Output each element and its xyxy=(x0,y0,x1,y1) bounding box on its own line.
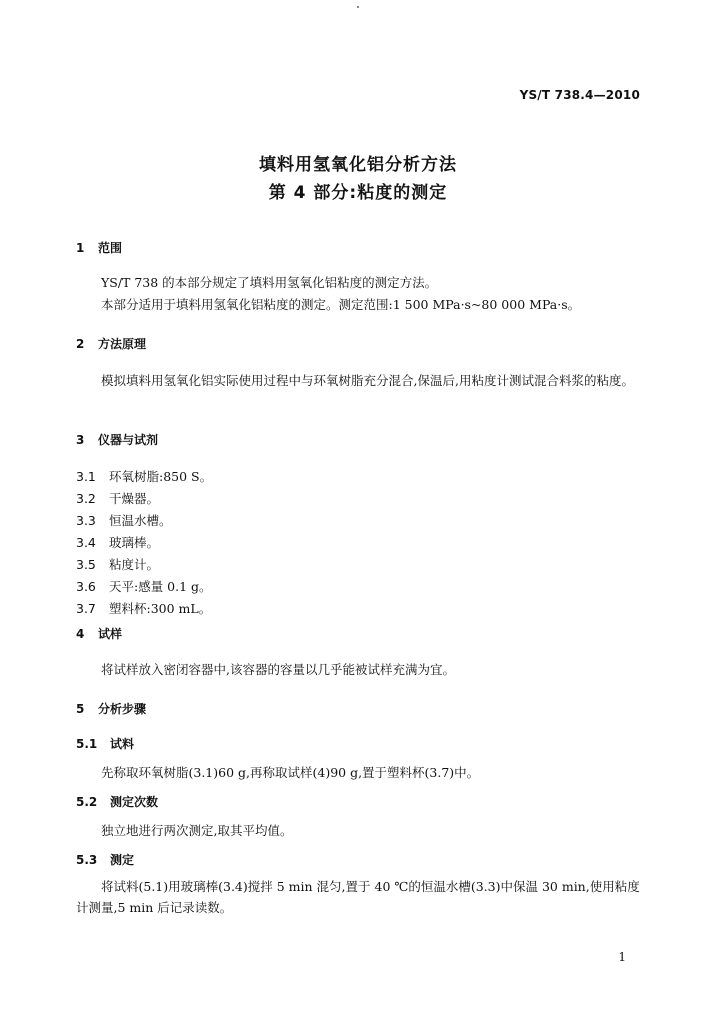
item-text: 天平:感量 0.1 g。 xyxy=(109,579,212,594)
item-number: 3.6 xyxy=(76,579,96,594)
item-text: 塑料杯:300 mL。 xyxy=(109,601,212,616)
section-heading-3 xyxy=(76,431,158,448)
list-item xyxy=(76,489,159,507)
section-heading-5 xyxy=(76,700,146,717)
section-number: 3 xyxy=(76,433,85,447)
list-item xyxy=(76,467,212,485)
page-number: 1 xyxy=(618,950,626,964)
section-title: 范围 xyxy=(98,241,123,255)
section-number: 5 xyxy=(76,702,85,716)
paragraph: 将试样放入密闭容器中,该容器的容量以几乎能被试样充满为宜。 xyxy=(101,662,455,677)
paragraph: 将试料(5.1)用玻璃棒(3.4)搅拌 5 min 混匀,置于 40 ℃的恒温水槽(3.3)中保温 30 min,使用粘度计测量,5 min 后记录读数。 xyxy=(76,879,640,915)
subsection-number: 5.1 xyxy=(76,737,98,751)
item-number: 3.1 xyxy=(76,469,96,484)
section-title: 分析步骤 xyxy=(98,702,147,716)
section-number: 4 xyxy=(76,627,85,641)
item-text: 环氧树脂:850 S。 xyxy=(109,469,213,484)
item-text: 恒温水槽。 xyxy=(109,513,172,528)
section-heading-4 xyxy=(76,625,122,642)
paragraph: 独立地进行两次测定,取其平均值。 xyxy=(101,823,293,838)
paragraph: 本部分适用于填料用氢氧化铝粘度的测定。测定范围:1 500 MPa·s~80 000 MPa·s。 xyxy=(101,297,581,312)
section-number: 1 xyxy=(76,241,85,255)
item-number: 3.7 xyxy=(76,601,96,616)
scan-speck xyxy=(357,6,359,8)
document-title: 填料用氢氧化铝分析方法 xyxy=(259,155,457,175)
subsection-title: 测定 xyxy=(110,853,135,867)
item-number: 3.5 xyxy=(76,557,96,572)
subsection-number: 5.3 xyxy=(76,853,98,867)
paragraph: YS/T 738 的本部分规定了填料用氢氧化铝粘度的测定方法。 xyxy=(101,275,438,290)
item-text: 干燥器。 xyxy=(109,491,160,506)
list-item xyxy=(76,577,212,595)
list-item xyxy=(76,599,211,617)
paragraph: 先称取环氧树脂(3.1)60 g,再称取试样(4)90 g,置于塑料杯(3.7)中。 xyxy=(101,765,480,780)
section-title: 试样 xyxy=(98,627,123,641)
subsection-heading-5-1 xyxy=(76,735,134,752)
section-heading-1 xyxy=(76,239,122,256)
list-item xyxy=(76,533,159,551)
subsection-title: 测定次数 xyxy=(110,795,159,809)
item-number: 3.3 xyxy=(76,513,96,528)
section-title: 方法原理 xyxy=(98,337,147,351)
section-number: 2 xyxy=(76,337,85,351)
list-item xyxy=(76,511,172,529)
document-subtitle: 第 4 部分:粘度的测定 xyxy=(268,183,448,203)
section-heading-2 xyxy=(76,335,146,352)
subsection-heading-5-3 xyxy=(76,851,134,868)
standard-number: YS/T 738.4—2010 xyxy=(519,88,640,102)
subsection-heading-5-2 xyxy=(76,793,158,810)
list-item xyxy=(76,555,159,573)
item-text: 玻璃棒。 xyxy=(109,535,160,550)
item-number: 3.4 xyxy=(76,535,96,550)
subsection-title: 试料 xyxy=(110,737,135,751)
item-text: 粘度计。 xyxy=(109,557,160,572)
paragraph: 模拟填料用氢氧化铝实际使用过程中与环氧树脂充分混合,保温后,用粘度计测试混合料浆的粘度。 xyxy=(101,373,634,388)
subsection-number: 5.2 xyxy=(76,795,98,809)
item-number: 3.2 xyxy=(76,491,96,506)
section-title: 仪器与试剂 xyxy=(98,433,159,447)
